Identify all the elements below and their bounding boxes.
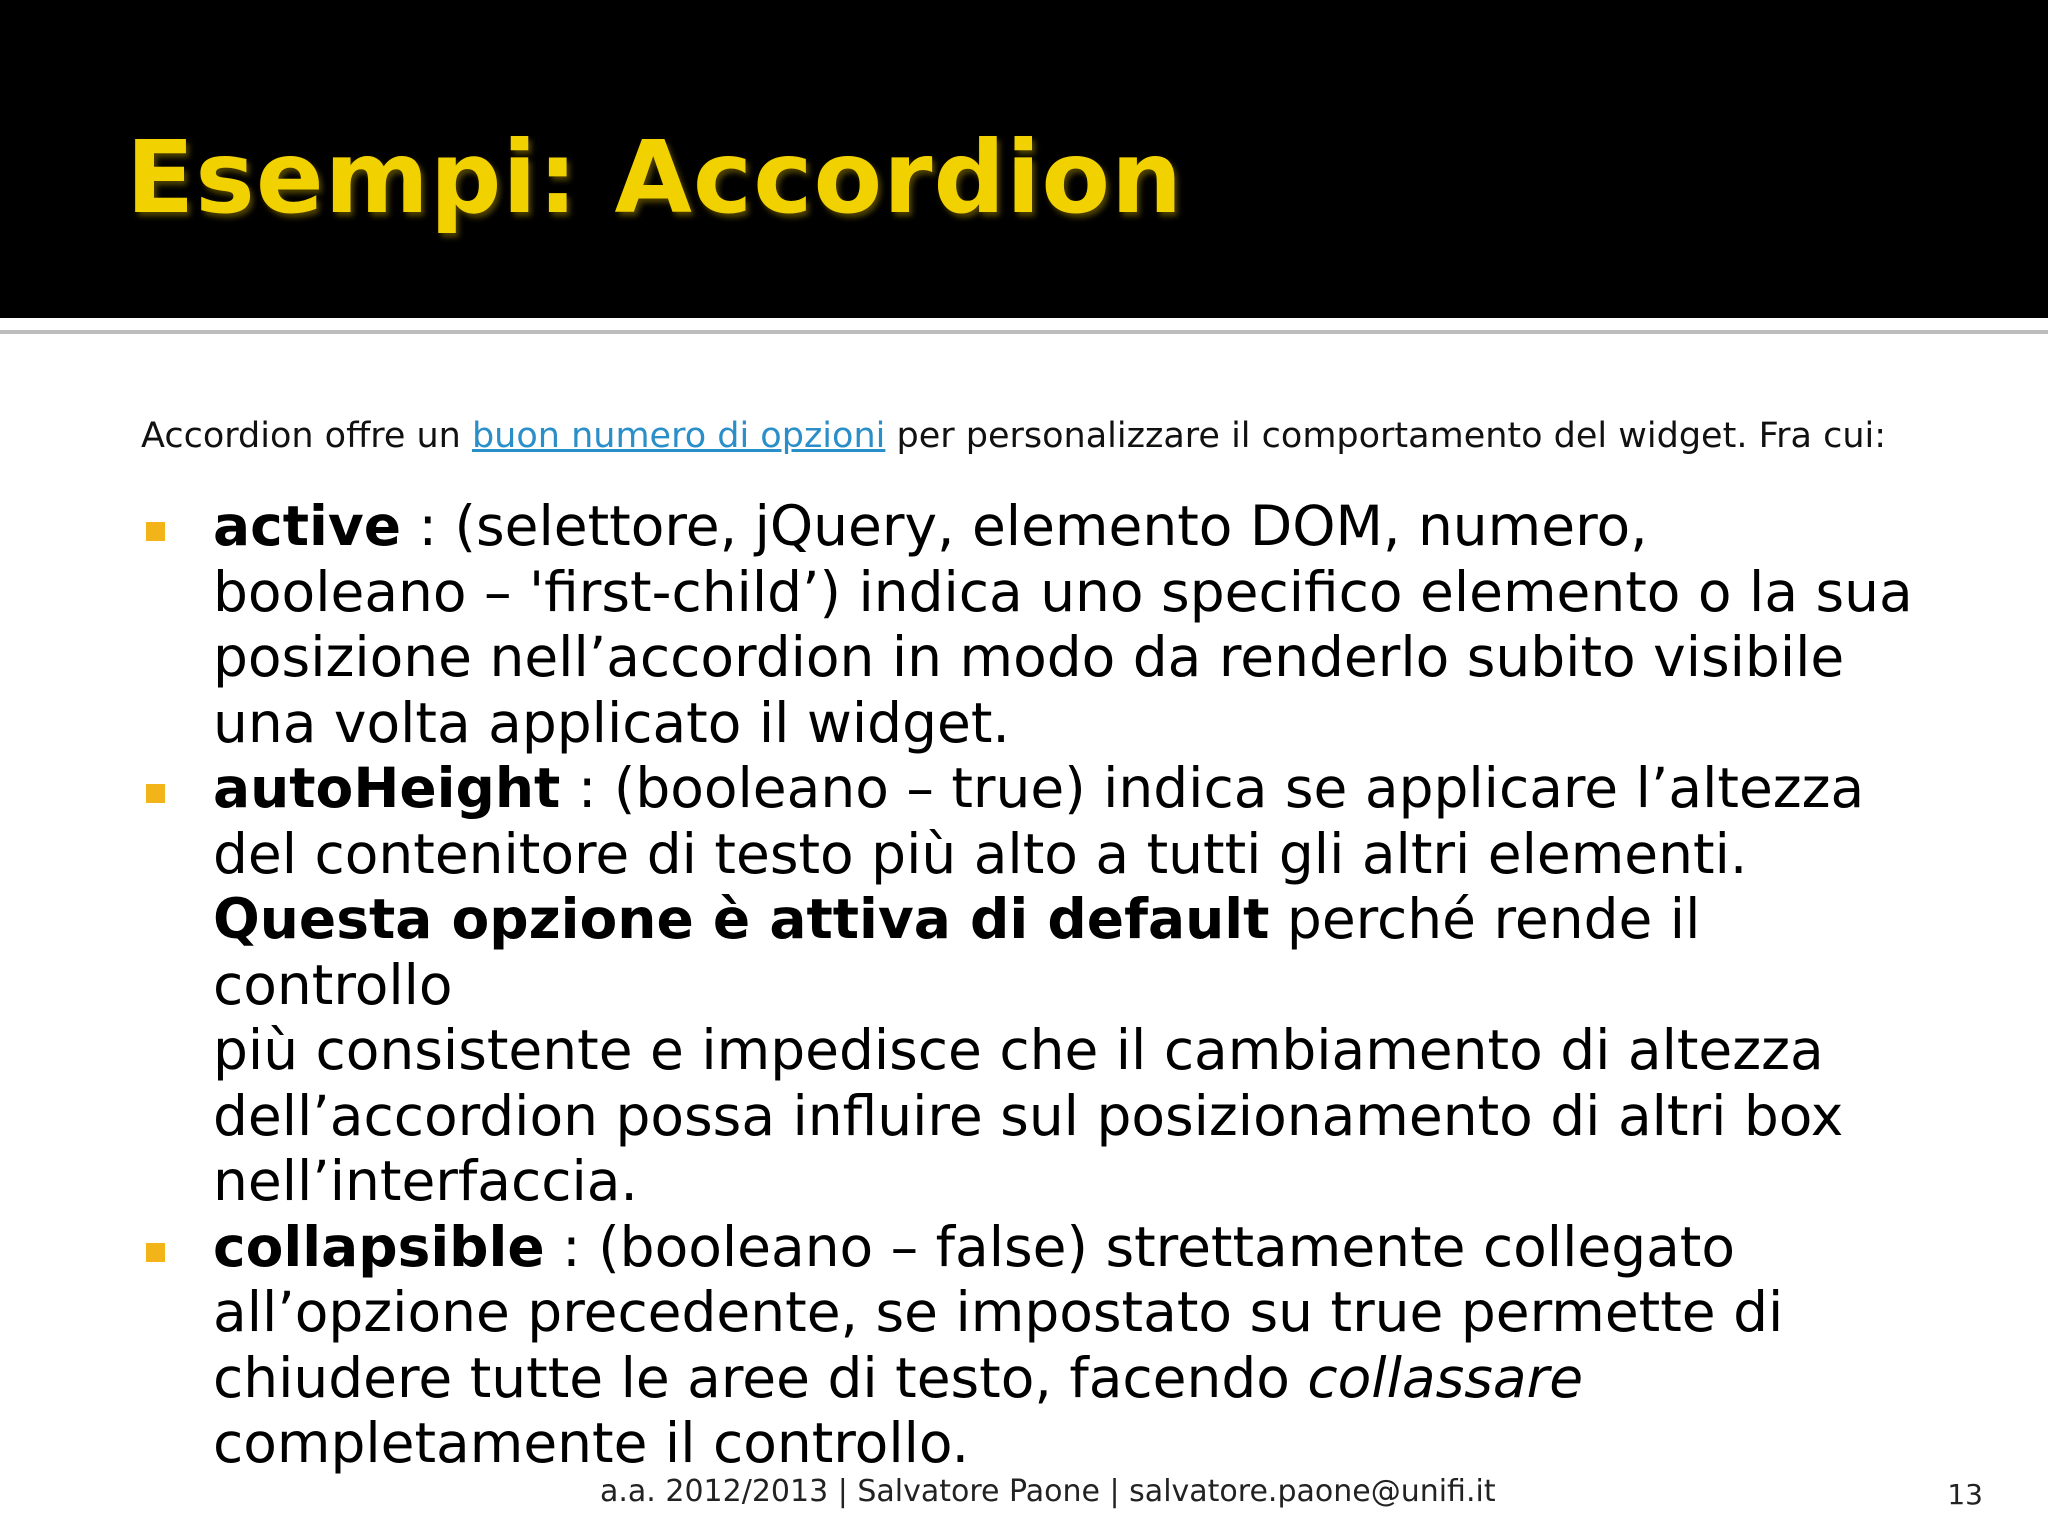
page-number: 13 [1947,1478,1983,1511]
options-list [141,494,1941,1477]
option-term: active [213,494,402,558]
option-text: una volta applicato il widget. [213,690,1010,755]
square-bullet-icon [146,522,165,541]
option-term: collapsible [213,1214,545,1279]
intro-paragraph [141,414,2021,460]
square-bullet-icon [146,1243,165,1262]
bullet-active [141,494,1941,756]
option-italic: collassare [1307,1345,1584,1410]
option-text: booleano – 'first-child’) indica uno specifico elemento o la sua [213,559,1913,624]
square-bullet-icon [146,784,165,803]
option-text: : (selettore, jQuery, elemento DOM, numero, [401,494,1648,558]
intro-suffix: per personalizzare il comportamento del widget. Fra cui: [885,416,1887,456]
bullet-collapsible [141,1215,1941,1477]
option-text: : (booleano – true) indica se applicare l’altezza [560,756,1865,820]
option-text: chiudere tutte le aree di testo, facendo [213,1345,1308,1410]
title-separator-line [0,330,2048,334]
bullet-autoheight [141,756,1941,1215]
option-text: perché rende il controllo [213,887,1701,1017]
option-term: autoHeight [213,756,561,820]
option-text: : (booleano – false) strettamente collegato [544,1214,1736,1279]
option-text: del contenitore di testo più alto a tutti gli altri elementi. [213,821,1748,886]
option-text: all’opzione precedente, se impostato su true permette di [213,1280,1784,1344]
option-text: posizione nell’accordion in modo da renderlo subito visibile [213,625,1845,689]
option-text: più consistente e impedisce che il cambiamento di altezza [213,1018,1824,1082]
footer-credits: a.a. 2012/2013 | Salvatore Paone | salvatore.paone@unifi.it [600,1474,1496,1509]
options-link[interactable]: buon numero di opzioni [471,416,886,456]
option-text: completamente il controllo. [213,1411,970,1475]
title-bar [0,0,2048,318]
option-text: dell’accordion possa influire sul posizionamento di altri box [213,1083,1844,1148]
intro-prefix: Accordion offre un [141,416,472,456]
footer [0,1474,2048,1518]
title-separator-gap [0,318,2048,325]
option-emphasis: Questa opzione è attiva di default [213,887,1270,951]
slide-title: Esempi: Accordion [126,119,1184,236]
option-text: nell’interfaccia. [213,1149,638,1213]
